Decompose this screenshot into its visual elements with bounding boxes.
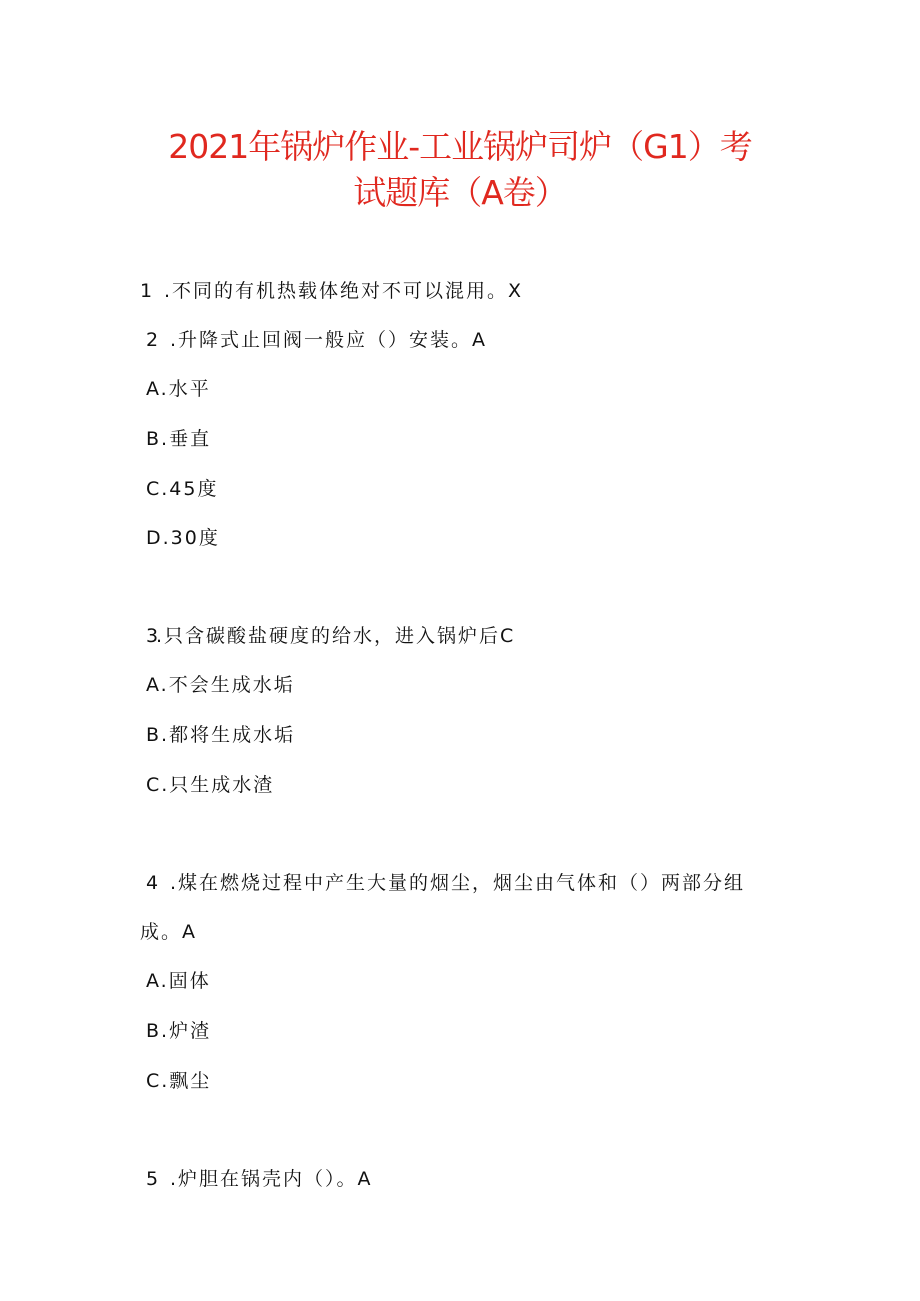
option-2-c: C.45度 [146, 478, 219, 500]
option-2-b: B.垂直 [146, 428, 212, 450]
option-3-b: B.都将生成水垢 [146, 724, 296, 746]
question-number: 1 [140, 280, 155, 302]
document-title-line-1: 2021年锅炉作业-工业锅炉司炉（G1）考 [168, 127, 752, 166]
option-4-b: B.炉渣 [146, 1020, 212, 1042]
question-number: 3 [146, 625, 161, 647]
question-number: 4 [146, 872, 161, 894]
question-text: .煤在燃烧过程中产生大量的烟尘，烟尘由气体和（）两部分组 [170, 872, 746, 894]
question-number: 5 [146, 1168, 161, 1190]
question-text: .不同的有机热载体绝对不可以混用。X [164, 280, 524, 302]
question-text: .升降式止回阀一般应（）安装。A [170, 329, 488, 351]
option-2-a: A.水平 [146, 378, 211, 400]
question-2 [146, 327, 487, 353]
question-text: .炉胆在锅壳内（）。A [170, 1168, 373, 1190]
question-4 [146, 870, 745, 896]
question-number: 2 [146, 329, 161, 351]
question-3 [146, 623, 515, 649]
question-4-continuation: 成。A [140, 921, 197, 943]
option-3-a: A.不会生成水垢 [146, 674, 295, 696]
question-5 [146, 1166, 373, 1192]
option-4-c: C.飘尘 [146, 1070, 212, 1092]
option-4-a: A.固体 [146, 970, 211, 992]
question-text: .只含碳酸盐硬度的给水，进入锅炉后C [156, 625, 516, 647]
option-3-c: C.只生成水渣 [146, 774, 275, 796]
question-1 [140, 278, 523, 304]
document-title-line-2: 试题库（A卷） [353, 173, 567, 212]
option-2-d: D.30度 [146, 527, 220, 549]
